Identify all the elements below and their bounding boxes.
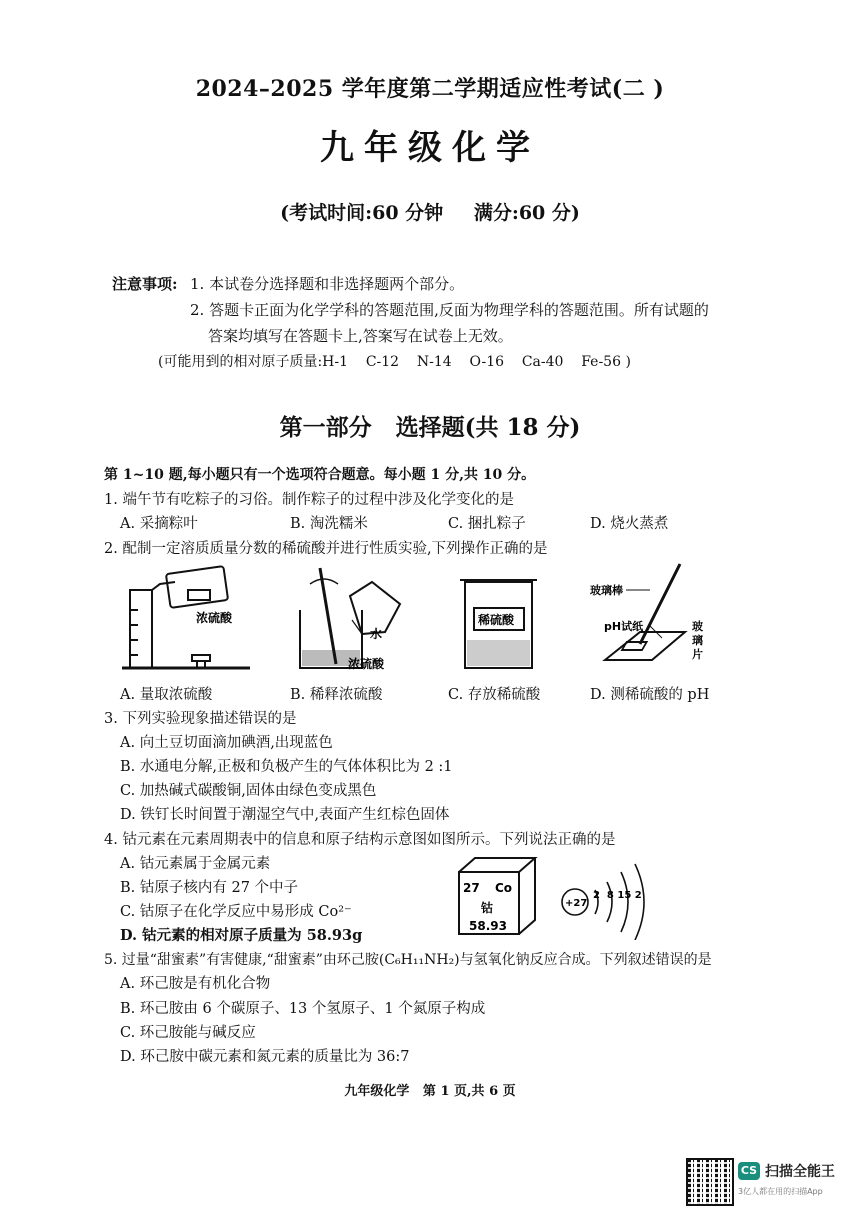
fig-b-label-acid: 浓硫酸 — [348, 657, 385, 671]
cobalt-figure — [455, 850, 655, 940]
atom-shells: 2 8 15 2 — [593, 890, 642, 901]
notice-item-1: 1. 本试卷分选择题和非选择题两个部分。 — [190, 275, 465, 293]
q4-option-b: B. 钴原子核内有 27 个中子 — [120, 880, 299, 896]
cell-atomic-number: 27 — [463, 881, 480, 895]
camscanner-brand: 扫描全能王 — [765, 1164, 835, 1180]
page-footer: 九年级化学 第 1 页,共 6 页 — [344, 1084, 516, 1099]
q5-option-b: B. 环己胺由 6 个碳原子、13 个氢原子、1 个氮原子构成 — [120, 1001, 486, 1017]
atomic-masses: (可能用到的相对原子质量:H-1 C-12 N-14 O-16 Ca-40 Fe-56 ) — [158, 354, 631, 370]
fig-d-label-rod: 玻璃棒 — [590, 584, 623, 597]
notice-item-2-line1: 2. 答题卡正面为化学学科的答题范围,反面为物理学科的答题范围。所有试题的 — [190, 301, 709, 319]
notice-item-2-line2: 答案均填写在答题卡上,答案写在试卷上无效。 — [208, 327, 513, 345]
q1-stem: 1. 端午节有吃粽子的习俗。制作粽子的过程中涉及化学变化的是 — [104, 492, 514, 508]
q2-stem: 2. 配制一定溶质质量分数的稀硫酸并进行性质实验,下列操作正确的是 — [104, 541, 548, 557]
qr-code — [688, 1160, 732, 1204]
figure-b-beaker — [300, 568, 400, 668]
q4-option-d: D. 钴元素的相对原子质量为 58.93g — [120, 927, 363, 944]
q5-option-c: C. 环己胺能与碱反应 — [120, 1025, 256, 1041]
exam-time: (考试时间:60 分钟 — [280, 202, 444, 224]
q5-option-a: A. 环己胺是有机化合物 — [120, 976, 271, 992]
q2-option-b: B. 稀释浓硫酸 — [290, 687, 383, 703]
exam-info — [0, 198, 860, 225]
cell-mass: 58.93 — [469, 919, 507, 933]
q2-option-c: C. 存放稀硫酸 — [448, 687, 541, 703]
cell-symbol: Co — [495, 881, 513, 895]
q1-option-a: A. 采摘粽叶 — [120, 516, 198, 532]
section-instruction: 第 1~10 题,每小题只有一个选项符合题意。每小题 1 分,共 10 分。 — [104, 467, 536, 483]
q4-option-c: C. 钴原子在化学反应中易形成 Co²⁻ — [120, 904, 352, 920]
camscanner-tagline: 3亿人都在用的扫描App — [738, 1187, 823, 1196]
fig-d-label-paper: pH试纸 — [604, 620, 644, 633]
q2-option-d: D. 测稀硫酸的 pH — [590, 687, 710, 703]
exam-title: 2024–2025 学年度第二学期适应性考试(二 ) — [195, 76, 665, 102]
q1-option-c: C. 捆扎粽子 — [448, 516, 526, 532]
q3-stem: 3. 下列实验现象描述错误的是 — [104, 711, 297, 727]
q1-option-b: B. 淘洗糯米 — [290, 516, 368, 532]
notice-label: 注意事项: — [112, 275, 178, 293]
fig-d-label-glass-1: 玻 — [692, 620, 703, 633]
q5-stem: 5. 过量“甜蜜素”有害健康,“甜蜜素”由环己胺(C₆H₁₁NH₂)与氢氧化钠反应合成。下列叙述错误的是 — [104, 952, 712, 968]
fig-c-label: 稀硫酸 — [478, 613, 515, 627]
subject-title: 九年级化学 — [320, 128, 540, 168]
fig-b-label-water: 水 — [370, 627, 383, 641]
cell-name: 钴 — [481, 901, 494, 915]
q5-option-d: D. 环己胺中碳元素和氮元素的质量比为 36:7 — [120, 1049, 410, 1065]
figure-d-ph-test — [605, 564, 685, 660]
exam-score: 满分:60 分) — [473, 202, 580, 224]
section-title: 第一部分 选择题(共 18 分) — [279, 414, 581, 441]
q3-option-c: C. 加热碱式碳酸铜,固体由绿色变成黑色 — [120, 783, 377, 799]
atom-nucleus: +27 — [565, 898, 588, 909]
fig-d-label-glass-3: 片 — [692, 648, 703, 661]
camscanner-badge: CS — [738, 1162, 760, 1180]
q3-option-a: A. 向土豆切面滴加碘酒,出现蓝色 — [120, 735, 333, 751]
fig-a-label: 浓硫酸 — [196, 611, 233, 625]
fig-d-label-glass-2: 璃 — [692, 634, 703, 647]
q3-option-b: B. 水通电分解,正极和负极产生的气体体积比为 2 :1 — [120, 759, 453, 775]
q4-stem: 4. 钴元素在元素周期表中的信息和原子结构示意图如图所示。下列说法正确的是 — [104, 832, 616, 848]
q2-figures — [100, 560, 740, 680]
q3-option-d: D. 铁钉长时间置于潮湿空气中,表面产生红棕色固体 — [120, 807, 450, 823]
q2-option-a: A. 量取浓硫酸 — [120, 687, 213, 703]
q1-option-d: D. 烧火蒸煮 — [590, 516, 669, 532]
q4-option-a: A. 钴元素属于金属元素 — [120, 856, 271, 872]
